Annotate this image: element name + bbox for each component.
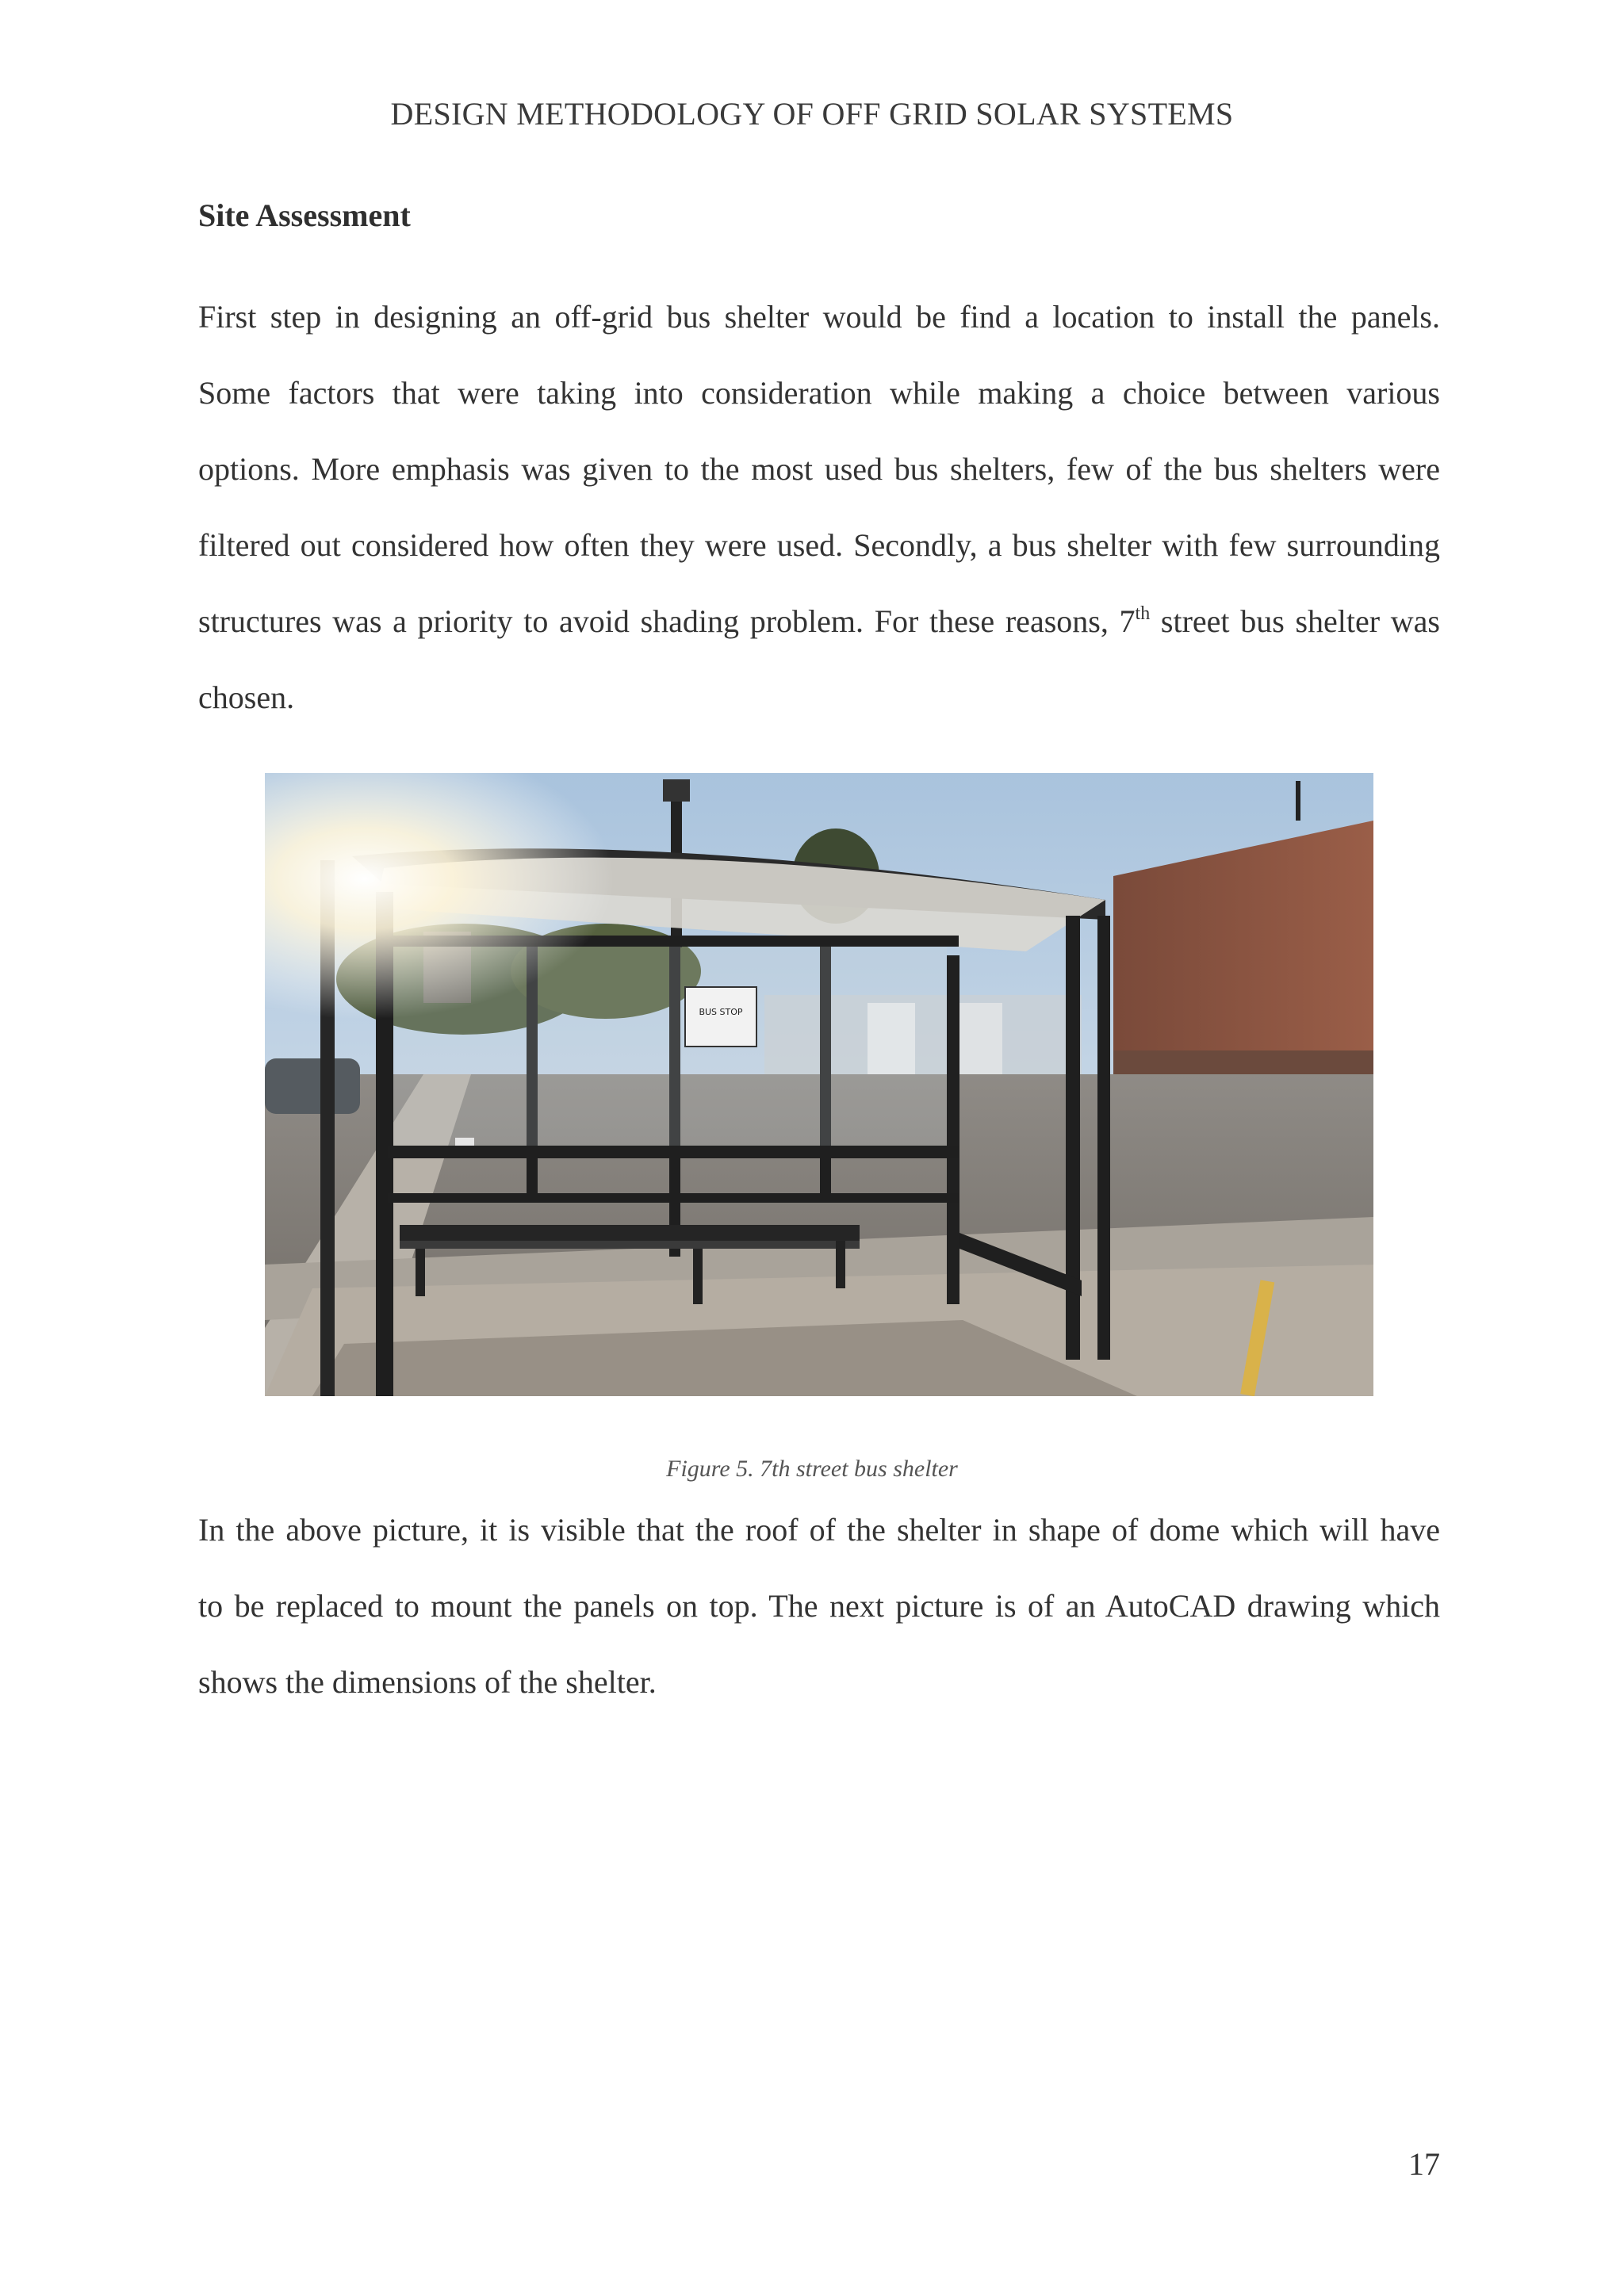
paragraph-line: filtered out considered how often they were used. Secondly, a bus shelter with few surrounding <box>198 527 1440 563</box>
paragraph-line: First step in designing an off-grid bus shelter would be find a location to install the panels. <box>198 299 1440 335</box>
paragraph-line: options. More emphasis was given to the most used bus shelters, few of the bus shelters were <box>198 451 1440 487</box>
paragraph-figure-discussion <box>198 1492 1440 1720</box>
bus-shelter-illustration <box>265 773 1373 1396</box>
paragraph-line: In the above picture, it is visible that the roof of the shelter in shape of dome which will have <box>198 1512 1440 1548</box>
bus-shelter-photo <box>265 773 1373 1396</box>
running-header: DESIGN METHODOLOGY OF OFF GRID SOLAR SYSTEMS <box>390 96 1234 132</box>
paragraph-site-assessment <box>198 279 1440 736</box>
paragraph-line: shows the dimensions of the shelter. <box>198 1664 657 1700</box>
line-text: street bus shelter was <box>1150 603 1440 639</box>
page-number: 17 <box>1408 2146 1440 2182</box>
figure-caption: Figure 5. 7th street bus shelter <box>666 1456 958 1482</box>
paragraph-line: Some factors that were taking into consideration while making a choice between various <box>198 375 1440 411</box>
section-heading: Site Assessment <box>198 197 411 233</box>
line-text: structures was a priority to avoid shading problem. For these reasons, 7 <box>198 603 1136 639</box>
paragraph-line: to be replaced to mount the panels on top. The next picture is of an AutoCAD drawing which <box>198 1588 1440 1624</box>
paragraph-line <box>198 584 1440 660</box>
paragraph-line: chosen. <box>198 679 295 715</box>
ordinal-superscript: th <box>1135 603 1151 624</box>
